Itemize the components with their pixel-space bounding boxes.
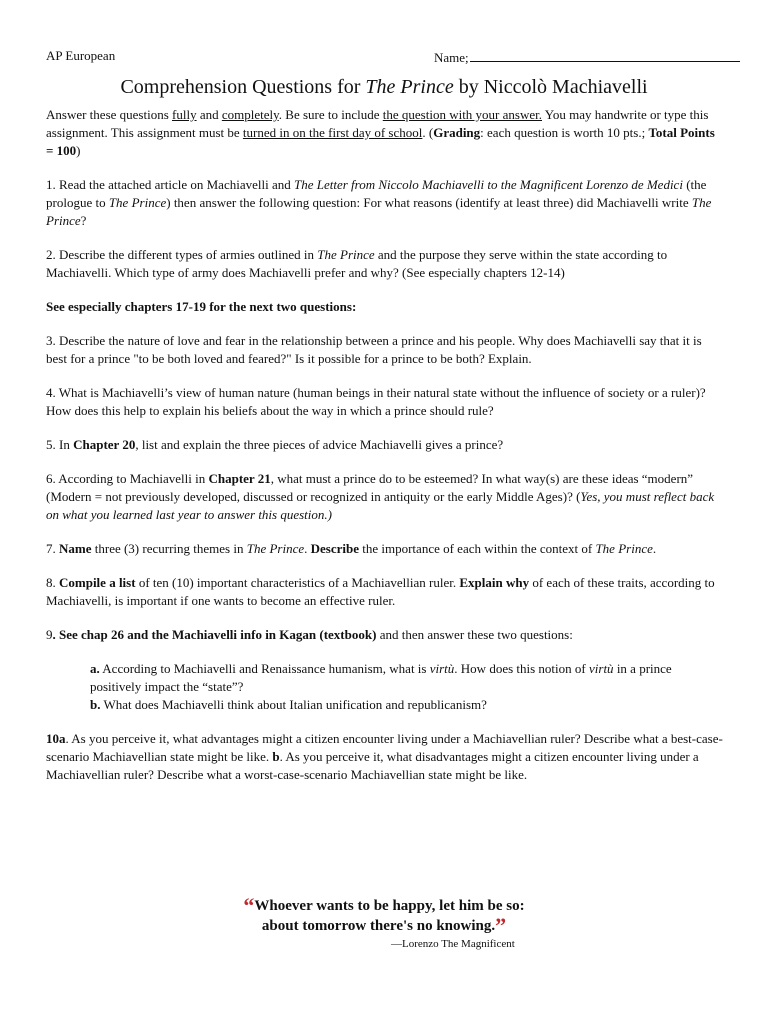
question-9: 9. See chap 26 and the Machiavelli info in Kagan (textbook) and then answer these two questions: bbox=[46, 627, 573, 642]
question-6: 6. According to Machiavelli in Chapter 21, what must a prince do to be esteemed? In what way(s) are these ideas “modern” (Modern = not previously developed, discussed or recognized in antiquity or the early Middle Ages)? (Yes, you must reflect back on what you learned last year to answer this question.) bbox=[46, 471, 715, 522]
question-9a: a. According to Machiavelli and Renaissance humanism, what is virtù. How does this notion of virtù in a prince positively impact the “state”? bbox=[90, 661, 672, 694]
question-1: 1. Read the attached article on Machiavelli and The Letter from Niccolo Machiavelli to the Magnificent Lorenzo de Medici (the prologue to The Prince) then answer the following question: For what reasons (identify at least three) did Machiavelli write The Prince? bbox=[46, 177, 712, 228]
title-prefix: Comprehension Questions for bbox=[120, 76, 366, 98]
quote-line-1: “Whoever wants to be happy, let him be so: bbox=[243, 893, 525, 918]
question-8: 8. Compile a list of ten (10) important characteristics of a Machiavellian ruler. Explain why of each of these traits, according to Machiavelli, is important if one wants to become an effective ruler. bbox=[46, 575, 715, 608]
open-quote-mark: “ bbox=[243, 893, 255, 918]
questions-body bbox=[46, 106, 724, 800]
question-10: 10a. As you perceive it, what advantages might a citizen encounter living under a Machiavellian ruler? Describe what a best-case-scenario Machiavellian state might be like. b. As you perceive it, what disadvantages might a citizen encounter living under a Machiavellian ruler? Describe what a worst-case-scenario Machiavellian state might be like. bbox=[46, 731, 723, 782]
name-label: Name; bbox=[434, 50, 469, 65]
course-label: AP European bbox=[46, 48, 116, 63]
question-3: 3. Describe the nature of love and fear in the relationship between a prince and his people. Why does Machiavelli say that it is best for a prince "to be both loved and feared?" Is it possible for a prince to be both? Explain. bbox=[46, 333, 702, 366]
close-quote-mark: ” bbox=[495, 913, 507, 938]
title-suffix: by Niccolò Machiavelli bbox=[453, 76, 648, 98]
quote-attribution: —Lorenzo The Magnificent bbox=[391, 938, 515, 950]
title-work: The Prince bbox=[365, 76, 454, 98]
intro-paragraph: Answer these questions fully and completely. Be sure to include the question with your answer. You may handwrite or type this assignment. This assignment must be turned in on the first day of school. (Grading: each question is worth 10 pts.; Total Points = 100) bbox=[46, 107, 715, 158]
header bbox=[46, 48, 710, 66]
question-2: 2. Describe the different types of armies outlined in The Prince and the purpose they serve within the state according to Machiavelli. Which type of army does Machiavelli prefer and why? (See especially chapters 12-14) bbox=[46, 247, 668, 280]
question-7: 7. Name three (3) recurring themes in The Prince. Describe the importance of each within the context of The Prince. bbox=[46, 541, 657, 556]
chapters-17-19-note: See especially chapters 17-19 for the next two questions: bbox=[46, 299, 357, 314]
closing-quote bbox=[0, 893, 768, 938]
question-4: 4. What is Machiavelli’s view of human nature (human beings in their natural state without the influence of society or a ruler)? How does this help to explain his beliefs about the way in which a prince should rule? bbox=[46, 385, 706, 418]
quote-line-2: about tomorrow there's no knowing.” bbox=[261, 913, 507, 938]
name-field bbox=[434, 48, 740, 66]
name-blank-line bbox=[470, 48, 740, 62]
page-title bbox=[0, 76, 768, 99]
question-5: 5. In Chapter 20, list and explain the three pieces of advice Machiavelli gives a prince? bbox=[46, 437, 504, 452]
question-9b: b. What does Machiavelli think about Italian unification and republicanism? bbox=[90, 697, 487, 712]
